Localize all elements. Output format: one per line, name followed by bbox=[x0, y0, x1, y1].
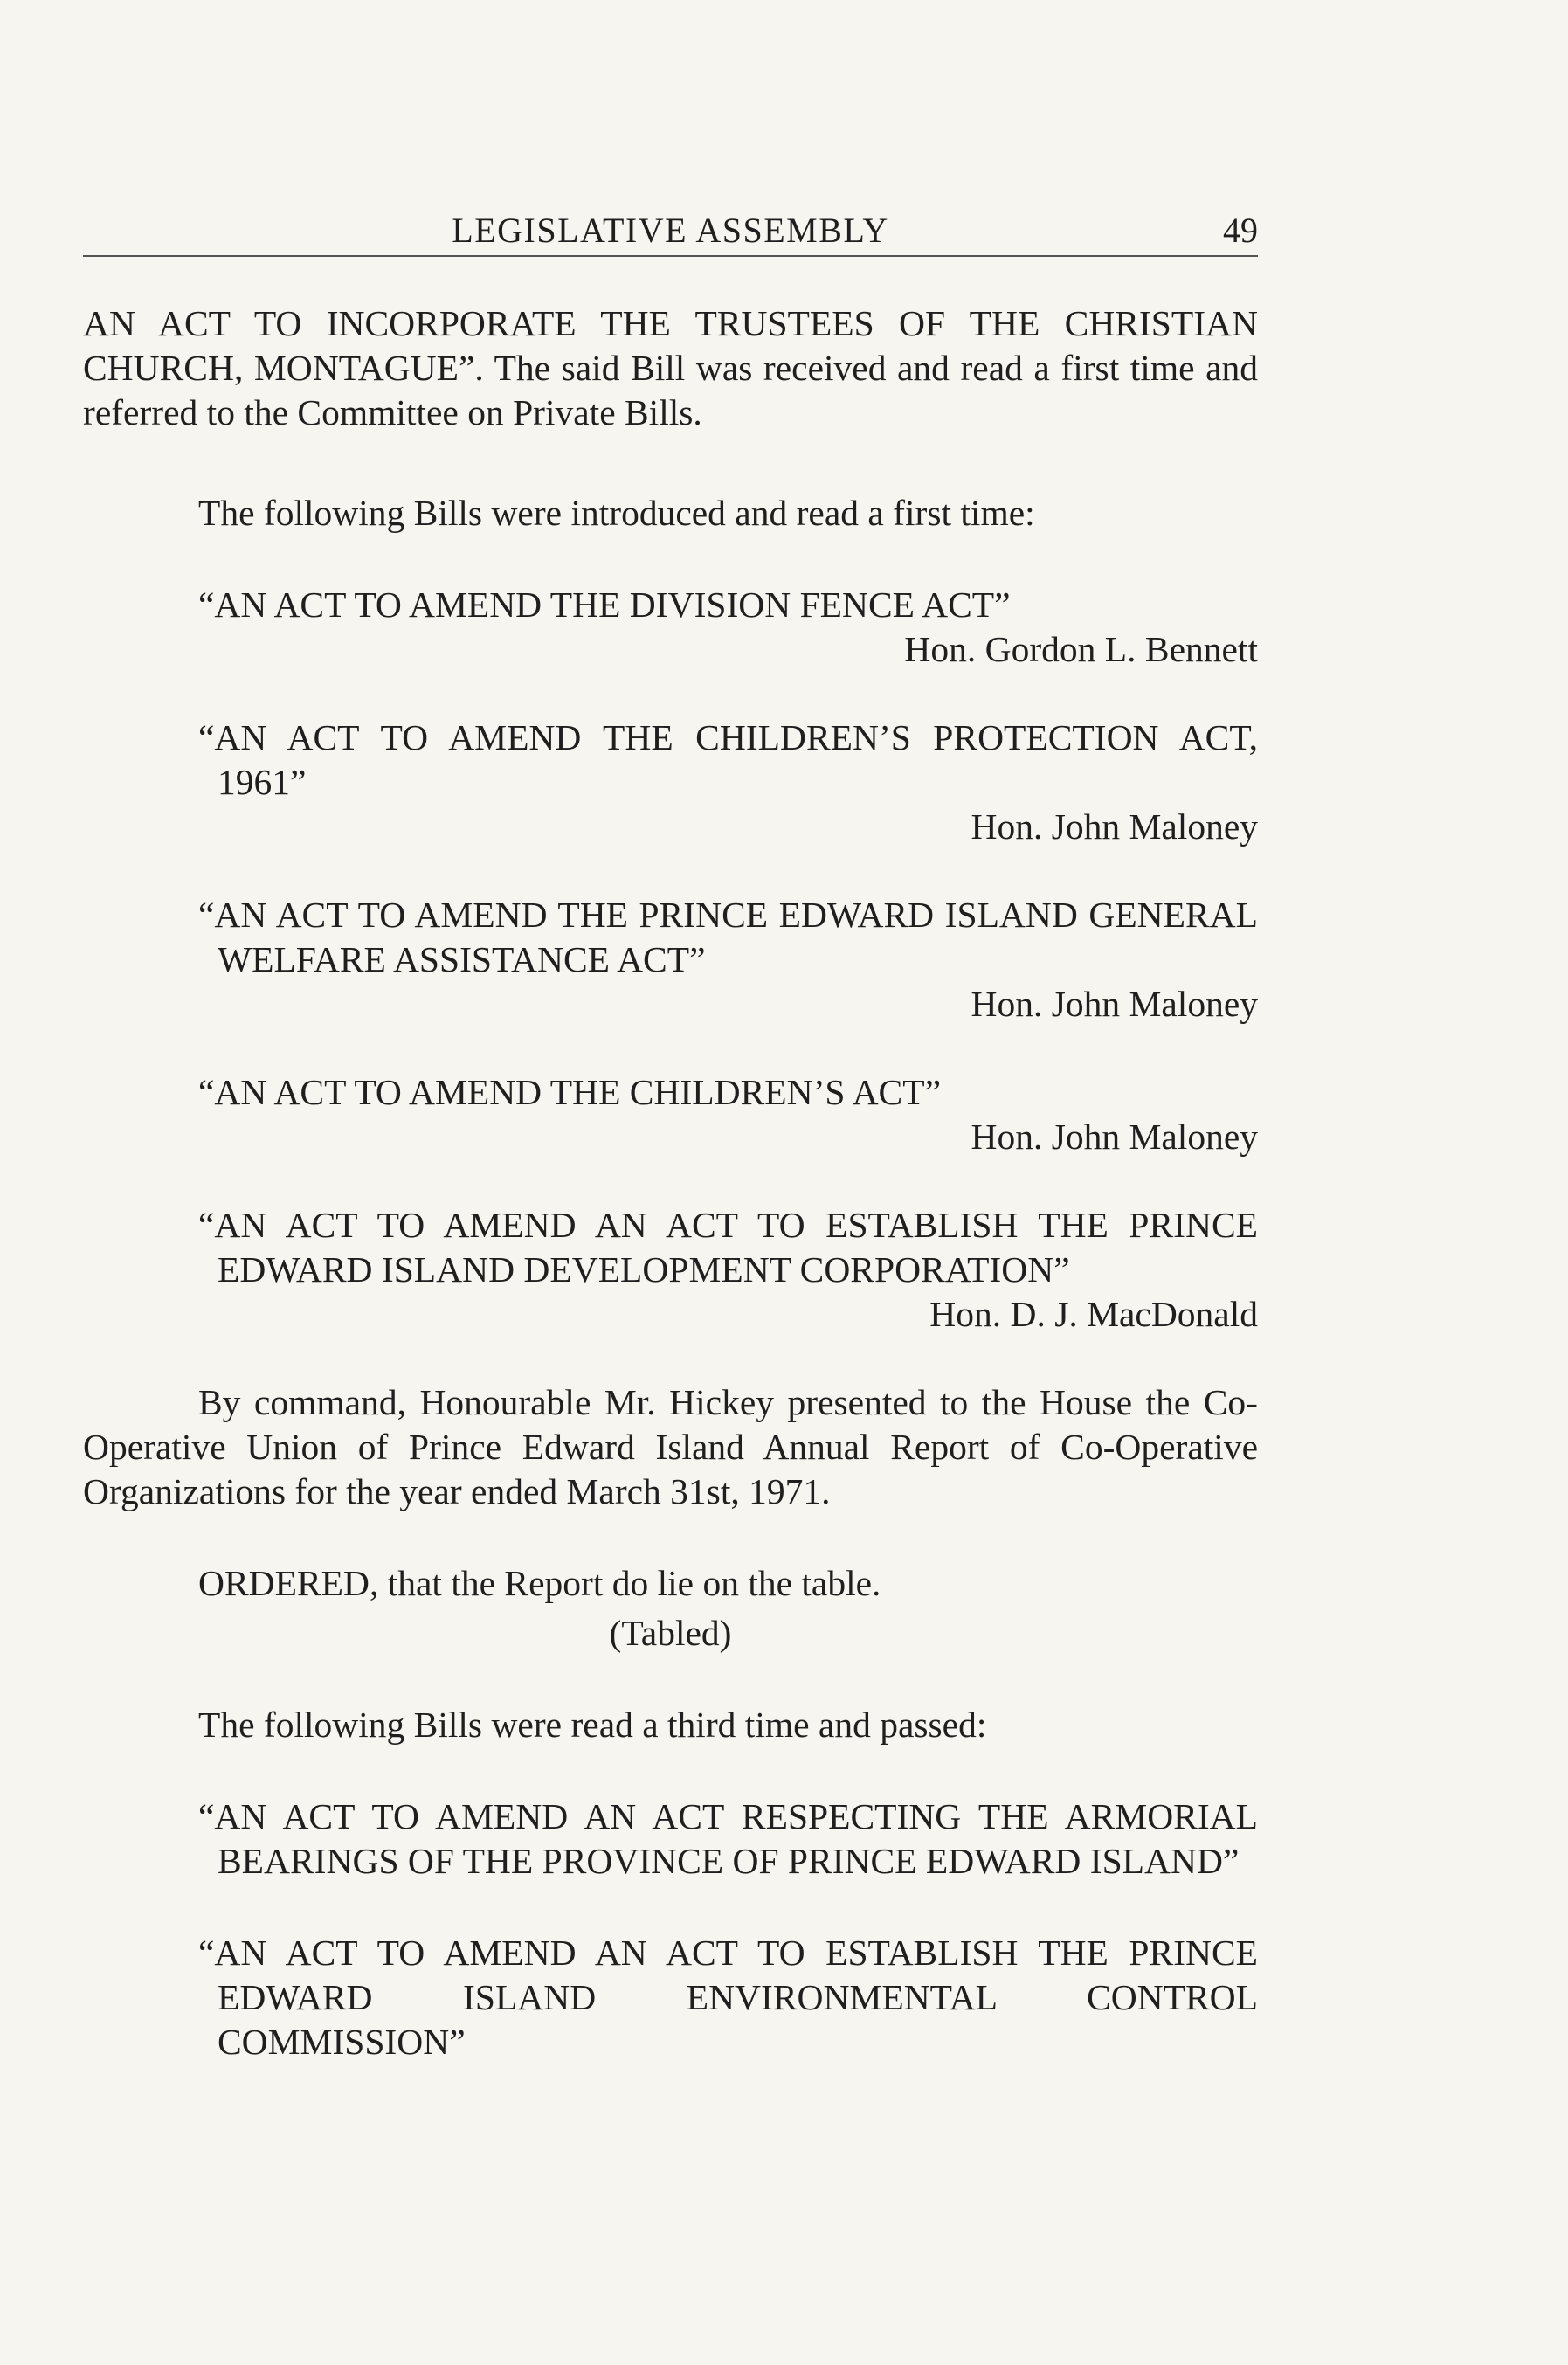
page-body bbox=[83, 301, 1258, 2064]
bill-entry bbox=[83, 1203, 1258, 1337]
passed-bill-title: “AN ACT TO AMEND AN ACT RESPECTING THE ARMORIAL BEARINGS OF THE PROVINCE OF PRINCE EDWARD ISLAND” bbox=[198, 1796, 1258, 1881]
first-reading-intro: The following Bills were introduced and read a first time: bbox=[198, 493, 1035, 533]
bill-sponsor: Hon. John Maloney bbox=[971, 984, 1258, 1024]
third-reading-intro: The following Bills were read a third time and passed: bbox=[198, 1705, 987, 1745]
bill-title: “AN ACT TO AMEND THE CHILDREN’S ACT” bbox=[198, 1072, 942, 1112]
bill-sponsor: Hon. John Maloney bbox=[971, 806, 1258, 847]
bill-title: “AN ACT TO AMEND AN ACT TO ESTABLISH THE PRINCE EDWARD ISLAND DEVELOPMENT CORPORATION” bbox=[198, 1205, 1258, 1290]
header-title: LEGISLATIVE ASSEMBLY bbox=[452, 211, 889, 250]
bill-sponsor: Hon. D. J. MacDonald bbox=[929, 1294, 1258, 1334]
bill-sponsor: Hon. John Maloney bbox=[971, 1117, 1258, 1157]
page-number: 49 bbox=[1223, 211, 1258, 250]
command-paragraph: By command, Honourable Mr. Hickey presented to the House the Co-Operative Union of Prince Edward Island Annual Report of Co-Operative Organizations for the year ended March 31st, 1971. bbox=[83, 1382, 1258, 1511]
bill-entry bbox=[83, 1070, 1258, 1159]
bill-title: “AN ACT TO AMEND THE DIVISION FENCE ACT” bbox=[198, 584, 1011, 625]
running-header bbox=[83, 203, 1258, 257]
bill-entry bbox=[83, 716, 1258, 849]
tabled-note: (Tabled) bbox=[609, 1613, 732, 1653]
bill-entry bbox=[83, 583, 1258, 672]
passed-bill-title: “AN ACT TO AMEND AN ACT TO ESTABLISH THE PRINCE EDWARD ISLAND ENVIRONMENTAL CONTROL COMMISSION” bbox=[198, 1933, 1258, 2062]
ordered-statement: ORDERED, that the Report do lie on the table. bbox=[198, 1563, 881, 1603]
bill-sponsor: Hon. Gordon L. Bennett bbox=[904, 629, 1258, 669]
bill-title: “AN ACT TO AMEND THE PRINCE EDWARD ISLAND GENERAL WELFARE ASSISTANCE ACT” bbox=[198, 895, 1258, 979]
opening-paragraph: AN ACT TO INCORPORATE THE TRUSTEES OF THE CHRISTIAN CHURCH, MONTAGUE”. The said Bill was received and read a first time and referred to the Committee on Private Bills. bbox=[83, 303, 1258, 432]
bill-title: “AN ACT TO AMEND THE CHILDREN’S PROTECTION ACT, 1961” bbox=[198, 717, 1258, 802]
bill-entry bbox=[83, 893, 1258, 1027]
